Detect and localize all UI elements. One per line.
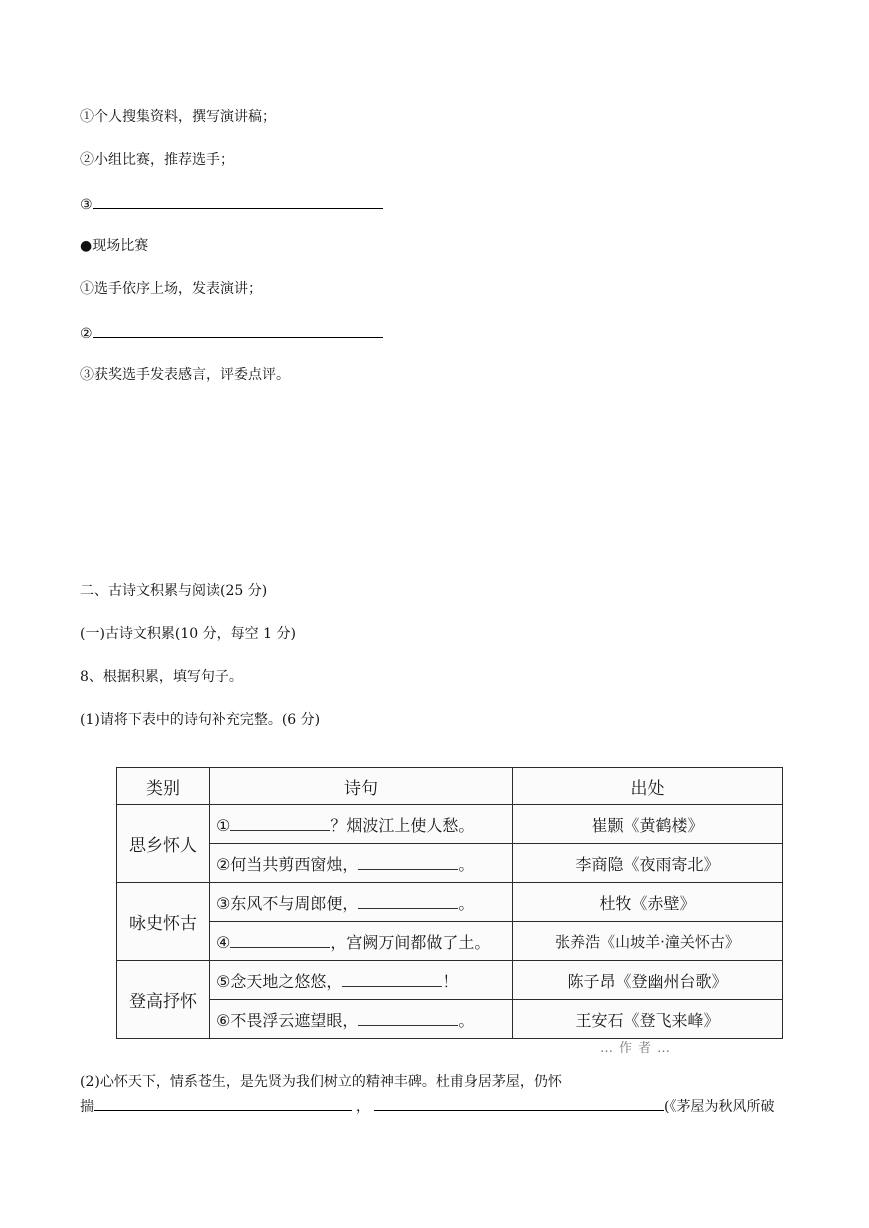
- verse-cell: [210, 1000, 513, 1039]
- verse-text: ？烟波江上使人愁。: [330, 815, 475, 835]
- header-category: 类别: [117, 768, 210, 805]
- category-cell: 登高抒怀: [117, 961, 210, 1039]
- source-cell: 王安石《登飞来峰》: [513, 1000, 783, 1039]
- source-cell: 陈子昂《登幽州台歌》: [513, 961, 783, 1000]
- verse-text: ①: [216, 815, 231, 835]
- source-cell: 崔颢《黄鹤楼》: [513, 805, 783, 844]
- verse-text: ③东风不与周郎便，: [216, 893, 359, 913]
- verse-cell: [210, 883, 513, 922]
- table-row: [117, 883, 783, 922]
- question-8-2-line2: [80, 1096, 774, 1116]
- verse-text: ，宫阙万间都做了土。: [330, 932, 491, 952]
- verse-text: 。: [458, 1010, 475, 1030]
- prep-item-1: ①个人搜集资料，撰写演讲稿；: [80, 109, 276, 125]
- live-item-3: ③获奖选手发表感言，评委点评。: [80, 367, 290, 383]
- source-cell: 杜牧《赤壁》: [513, 883, 783, 922]
- comma-text: ，: [356, 1099, 370, 1115]
- source-tail: (《茅屋为秋风所破: [664, 1099, 775, 1115]
- verse-text: 。: [458, 893, 475, 913]
- fill-blank-live-2[interactable]: [93, 323, 383, 338]
- verse-text: 。: [458, 854, 475, 874]
- verse-cell: [210, 844, 513, 883]
- verse-text: ④: [216, 932, 231, 952]
- verse-text: ②何当共剪西窗烛，: [216, 854, 359, 874]
- table-row: [117, 922, 783, 961]
- table-cutoff-text: …作者…: [600, 1041, 677, 1056]
- table-row: [117, 1000, 783, 1039]
- source-cell: 李商隐《夜雨寄北》: [513, 844, 783, 883]
- verse-blank[interactable]: [358, 855, 458, 870]
- category-cell: 咏史怀古: [117, 883, 210, 961]
- verse-cell: [210, 922, 513, 961]
- table-row: [117, 844, 783, 883]
- live-heading: ●现场比赛: [80, 238, 149, 254]
- live-item-2-number: ②: [80, 326, 93, 342]
- prep-item-3: [80, 194, 383, 214]
- verse-text: ⑤念天地之悠悠，: [216, 971, 343, 991]
- verse-cell: [210, 805, 513, 844]
- prep-item-2: ②小组比赛，推荐选手；: [80, 152, 234, 168]
- line-start-char: 揣: [80, 1099, 94, 1115]
- live-item-2: [80, 323, 383, 343]
- fill-blank-prep-3[interactable]: [93, 194, 383, 209]
- fill-blank-q8-2-b[interactable]: [374, 1096, 664, 1111]
- verse-blank[interactable]: [230, 933, 330, 948]
- live-item-1: ①选手依序上场，发表演讲；: [80, 281, 262, 297]
- verse-text: ⑥不畏浮云遮望眼，: [216, 1010, 359, 1030]
- question-8-2: (2)心怀天下，情系苍生，是先贤为我们树立的精神丰碑。杜甫身居茅屋，仍怀: [80, 1074, 562, 1090]
- question-8-1: (1)请将下表中的诗句补充完整。(6 分): [80, 712, 321, 728]
- verse-text: ！: [442, 971, 459, 991]
- verse-blank[interactable]: [358, 894, 458, 909]
- verse-cell: [210, 961, 513, 1000]
- subsection-title: (一)古诗文积累(10 分，每空 1 分): [80, 626, 296, 642]
- source-cell: 张养浩《山坡羊·潼关怀古》: [513, 922, 783, 961]
- table-header-row: [117, 768, 783, 805]
- question-8: 8、根据积累，填写句子。: [80, 669, 243, 685]
- verse-blank[interactable]: [358, 1011, 458, 1026]
- section-title: 二、古诗文积累与阅读(25 分): [80, 583, 268, 599]
- header-verse: 诗句: [210, 768, 513, 805]
- verse-blank[interactable]: [342, 972, 442, 987]
- category-cell: 思乡怀人: [117, 805, 210, 883]
- poem-table: [116, 767, 783, 1039]
- table-row: [117, 961, 783, 1000]
- table-row: [117, 805, 783, 844]
- verse-blank[interactable]: [230, 816, 330, 831]
- fill-blank-q8-2-a[interactable]: [94, 1096, 352, 1111]
- header-source: 出处: [513, 768, 783, 805]
- prep-item-3-number: ③: [80, 197, 93, 213]
